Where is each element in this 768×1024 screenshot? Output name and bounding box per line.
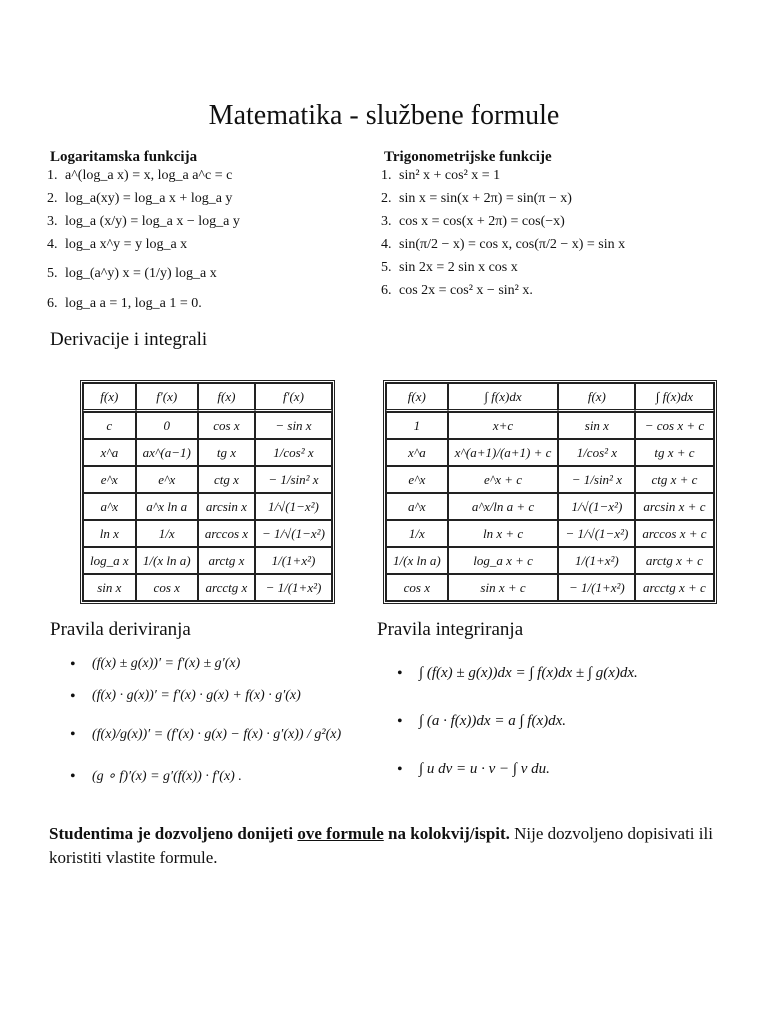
table-cell: ln x <box>83 520 136 547</box>
table-cell: − 1/(1+x²) <box>255 574 332 601</box>
table-cell: 1/x <box>136 520 198 547</box>
log-formula: 1. a^(log_a x) = x, log_a a^c = c <box>47 168 233 183</box>
log-section-heading: Logaritamska funkcija <box>50 149 198 165</box>
table-header: f′(x) <box>255 383 332 412</box>
table-cell: arcsin x + c <box>635 493 713 520</box>
table-cell: − 1/√(1−x²) <box>558 520 635 547</box>
table-header: ∫ f(x)dx <box>448 383 559 412</box>
note-underlined: ove formule <box>297 824 384 843</box>
table-cell: sin x <box>558 412 635 439</box>
table-cell: 1/(x ln a) <box>386 547 448 574</box>
table-cell: cos x <box>198 412 255 439</box>
table-cell: − 1/sin² x <box>255 466 332 493</box>
deriv-integral-heading: Derivacije i integrali <box>50 329 208 350</box>
table-cell: 1/cos² x <box>255 439 332 466</box>
deriv-rule: • (f(x)/g(x))′ = (f′(x) · g(x) − f(x) · g′(x)) / g²(x) <box>70 720 341 768</box>
deriv-rule: • (g ∘ f)′(x) = g′(f(x)) · f′(x) . <box>70 768 341 796</box>
table-cell: a^x <box>386 493 448 520</box>
table-cell: ln x + c <box>448 520 559 547</box>
log-formula: 2. log_a(xy) = log_a x + log_a y <box>47 191 233 206</box>
table-row <box>83 493 332 520</box>
table-cell: 0 <box>136 412 198 439</box>
table-row <box>386 547 714 574</box>
trig-formula-list <box>381 164 625 302</box>
table-cell: cos x <box>136 574 198 601</box>
log-formula: 5. log_(a^y) x = (1/y) log_a x <box>47 266 217 281</box>
integ-rule: • ∫ (f(x) ± g(x))dx = ∫ f(x)dx ± ∫ g(x)dx. <box>397 665 638 713</box>
trig-section-heading: Trigonometrijske funkcije <box>384 149 552 165</box>
table-cell: e^x <box>386 466 448 493</box>
table-row <box>386 520 714 547</box>
table-row <box>83 412 332 439</box>
table-cell: x^a <box>83 439 136 466</box>
table-header: f(x) <box>198 383 255 412</box>
table-cell: e^x + c <box>448 466 559 493</box>
table-cell: sin x <box>83 574 136 601</box>
log-formula: 3. log_a (x/y) = log_a x − log_a y <box>47 214 240 229</box>
table-cell: a^x ln a <box>136 493 198 520</box>
table-cell: e^x <box>136 466 198 493</box>
table-cell: tg x <box>198 439 255 466</box>
table-cell: 1/√(1−x²) <box>558 493 635 520</box>
table-cell: c <box>83 412 136 439</box>
table-row <box>386 439 714 466</box>
note-rest: Nije dozvoljeno dopisivati ili koristiti vlastite formule. <box>49 824 713 867</box>
table-header: f(x) <box>386 383 448 412</box>
table-cell: − 1/(1+x²) <box>558 574 635 601</box>
integ-rules-heading: Pravila integriranja <box>377 619 524 640</box>
deriv-rule: • (f(x) ± g(x))′ = f′(x) ± g′(x) <box>70 656 341 688</box>
note-bold-start: Studentima je dozvoljeno donijeti <box>49 824 298 843</box>
table-cell: e^x <box>83 466 136 493</box>
table-cell: 1/(x ln a) <box>136 547 198 574</box>
integral-table <box>383 380 717 604</box>
table-row <box>386 574 714 601</box>
table-cell: a^x/ln a + c <box>448 493 559 520</box>
table-header: f(x) <box>558 383 635 412</box>
derivative-table <box>80 380 335 604</box>
table-cell: ax^(a−1) <box>136 439 198 466</box>
table-cell: 1/x <box>386 520 448 547</box>
table-cell: x^(a+1)/(a+1) + c <box>448 439 559 466</box>
table-row <box>83 466 332 493</box>
table-cell: cos x <box>386 574 448 601</box>
table-header-row <box>386 383 714 412</box>
table-cell: 1/√(1−x²) <box>255 493 332 520</box>
table-row <box>83 439 332 466</box>
table-cell: 1/(1+x²) <box>558 547 635 574</box>
table-cell: sin x + c <box>448 574 559 601</box>
table-cell: tg x + c <box>635 439 713 466</box>
integ-rule: • ∫ (a · f(x))dx = a ∫ f(x)dx. <box>397 713 638 761</box>
note-bold-end: na kolokvij/ispit. <box>383 824 510 843</box>
table-cell: x^a <box>386 439 448 466</box>
trig-formula: 5. sin 2x = 2 sin x cos x <box>381 260 518 275</box>
table-cell: log_a x + c <box>448 547 559 574</box>
table-cell: arctg x <box>198 547 255 574</box>
log-formula: 4. log_a x^y = y log_a x <box>47 237 188 252</box>
trig-formula: 3. cos x = cos(x + 2π) = cos(−x) <box>381 214 565 229</box>
table-cell: arcctg x <box>198 574 255 601</box>
trig-formula: 1. sin² x + cos² x = 1 <box>381 168 501 183</box>
log-formula-list <box>47 164 240 315</box>
table-cell: arcsin x <box>198 493 255 520</box>
table-cell: arccos x + c <box>635 520 713 547</box>
table-cell: a^x <box>83 493 136 520</box>
table-cell: x+c <box>448 412 559 439</box>
table-cell: − sin x <box>255 412 332 439</box>
table-cell: arcctg x + c <box>635 574 713 601</box>
integ-rules-list <box>397 665 638 801</box>
table-cell: 1/cos² x <box>558 439 635 466</box>
table-header: f′(x) <box>136 383 198 412</box>
trig-formula: 6. cos 2x = cos² x − sin² x. <box>381 283 533 298</box>
table-cell: − 1/sin² x <box>558 466 635 493</box>
table-cell: log_a x <box>83 547 136 574</box>
page-title: Matematika - službene formule <box>208 100 560 131</box>
exam-note <box>49 822 729 870</box>
deriv-rules-heading: Pravila deriviranja <box>50 619 191 640</box>
table-row <box>83 547 332 574</box>
table-cell: arctg x + c <box>635 547 713 574</box>
log-formula: 6. log_a a = 1, log_a 1 = 0. <box>47 296 202 311</box>
table-cell: ctg x + c <box>635 466 713 493</box>
table-row <box>83 520 332 547</box>
trig-formula: 2. sin x = sin(x + 2π) = sin(π − x) <box>381 191 572 206</box>
deriv-rule: • (f(x) · g(x))′ = f′(x) · g(x) + f(x) · g′(x) <box>70 688 341 720</box>
trig-formula: 4. sin(π/2 − x) = cos x, cos(π/2 − x) = sin x <box>381 237 626 252</box>
table-cell: − 1/√(1−x²) <box>255 520 332 547</box>
table-header: f(x) <box>83 383 136 412</box>
deriv-rules-list <box>70 656 341 796</box>
table-cell: 1/(1+x²) <box>255 547 332 574</box>
table-cell: 1 <box>386 412 448 439</box>
table-row <box>83 574 332 601</box>
table-cell: ctg x <box>198 466 255 493</box>
table-cell: − cos x + c <box>635 412 713 439</box>
table-header: ∫ f(x)dx <box>635 383 713 412</box>
table-cell: arccos x <box>198 520 255 547</box>
integ-rule: • ∫ u dv = u · v − ∫ v du. <box>397 761 638 801</box>
table-row <box>386 466 714 493</box>
table-row <box>386 412 714 439</box>
table-header-row <box>83 383 332 412</box>
table-row <box>386 493 714 520</box>
